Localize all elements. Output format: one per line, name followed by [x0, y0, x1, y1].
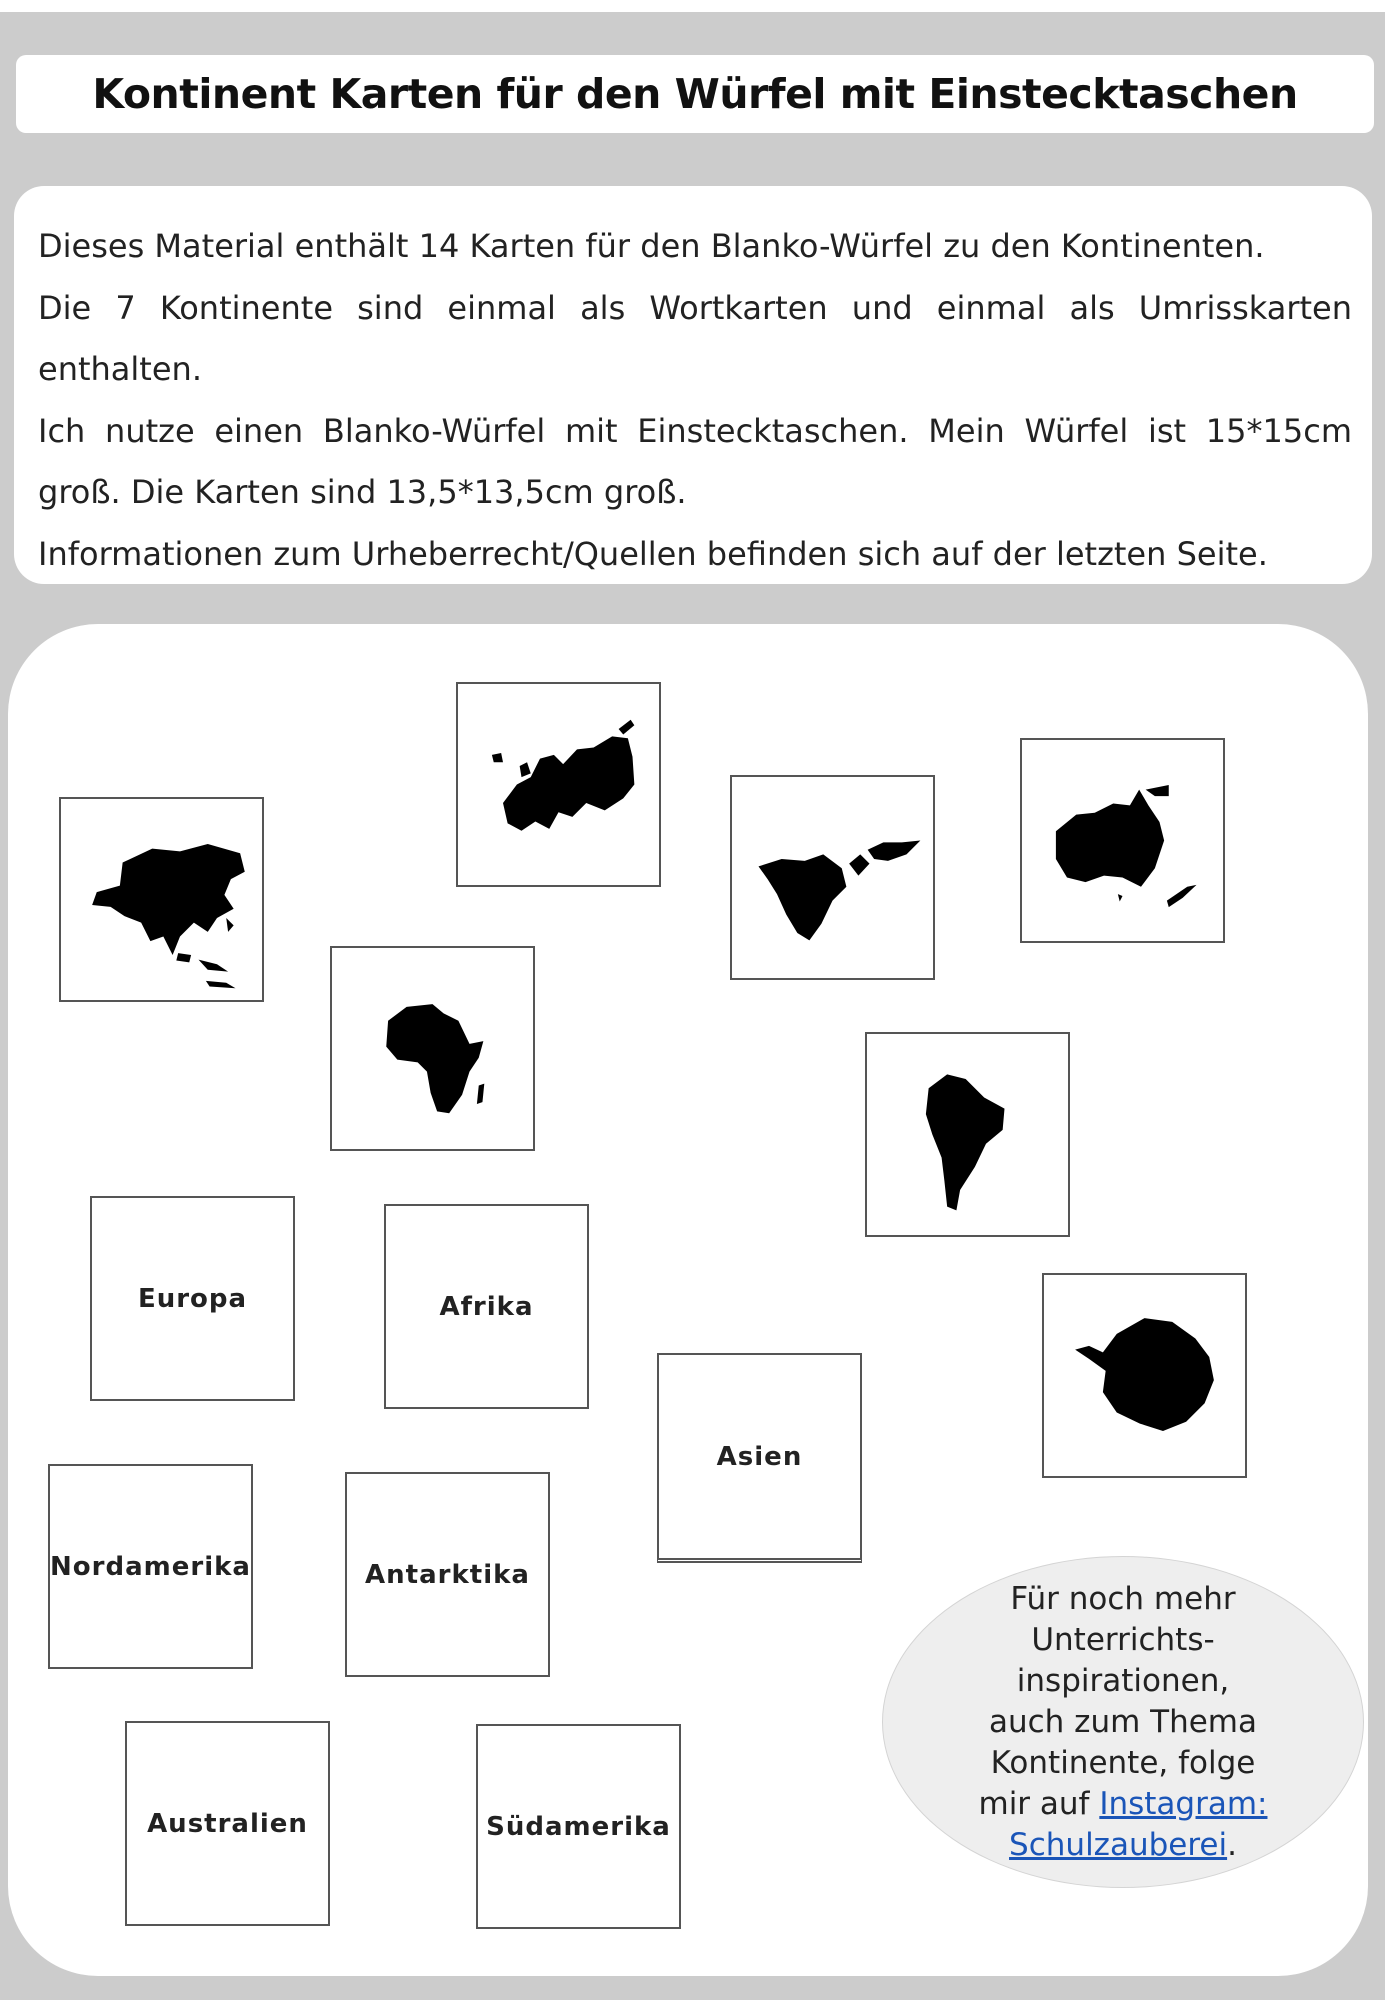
- card-antarctica-shape: [1042, 1273, 1247, 1478]
- promo-line: Kontinente, folge: [990, 1744, 1256, 1781]
- word-card-australien: [125, 1721, 330, 1926]
- word-card-label: Afrika: [439, 1291, 534, 1322]
- promo-line-link-2: [963, 1825, 1283, 1866]
- word-card-label: Asien: [716, 1441, 803, 1472]
- card-north-america-shape: [730, 775, 935, 980]
- word-card-asien: [657, 1353, 862, 1563]
- word-card-afrika: [384, 1204, 589, 1409]
- word-card-antarktika: [345, 1472, 550, 1677]
- card-africa-shape: [330, 946, 535, 1151]
- antarctica-map-icon: [1052, 1283, 1237, 1468]
- title-banner: [16, 55, 1374, 133]
- info-panel: [14, 186, 1372, 584]
- promo-text: [963, 1579, 1283, 1866]
- info-line-2: Die 7 Kontinente sind einmal als Wortkarten und einmal als Umrisskarten enthalten.: [38, 288, 1352, 388]
- south-america-map-icon: [875, 1042, 1060, 1227]
- word-card-suedamerika: [476, 1724, 681, 1929]
- asia-map-icon: [69, 807, 254, 992]
- africa-map-icon: [340, 956, 525, 1141]
- card-south-america-shape: [865, 1032, 1070, 1237]
- word-card-label: Europa: [137, 1283, 248, 1314]
- word-card-label: Antarktika: [365, 1559, 530, 1590]
- promo-line: auch zum Thema: [988, 1703, 1257, 1740]
- instagram-handle-link[interactable]: Schulzauberei: [1009, 1826, 1228, 1863]
- page-title: Kontinent Karten für den Würfel mit Einstecktaschen: [92, 70, 1298, 118]
- promo-line: inspirationen,: [1016, 1662, 1230, 1699]
- promo-line: Für noch mehr: [1010, 1580, 1236, 1617]
- promo-suffix: .: [1227, 1826, 1237, 1863]
- word-card-label: Australien: [147, 1808, 308, 1839]
- word-card-label: Südamerika: [486, 1811, 671, 1842]
- promo-line-link: [963, 1784, 1283, 1825]
- australia-map-icon: [1030, 748, 1215, 933]
- card-europe-shape: [456, 682, 661, 887]
- promo-prefix: mir auf: [978, 1785, 1100, 1822]
- north-america-map-icon: [740, 785, 925, 970]
- word-card-europa: [90, 1196, 295, 1401]
- info-line-1: Dieses Material enthält 14 Karten für den Blanko-Würfel zu den Kontinenten.: [38, 227, 1265, 265]
- word-card-label: Nordamerika: [50, 1551, 251, 1582]
- info-line-3: Ich nutze einen Blanko-Würfel mit Einstecktaschen. Mein Würfel ist 15*15cm groß. Die Karten sind 13,5*13,5cm groß.: [38, 411, 1352, 511]
- word-card-nordamerika: [48, 1464, 253, 1669]
- card-asia-shape: [59, 797, 264, 1002]
- promo-line: Unterrichts-: [1031, 1621, 1215, 1658]
- europe-map-icon: [466, 692, 651, 877]
- info-line-4: Informationen zum Urheberrecht/Quellen befinden sich auf der letzten Seite.: [38, 534, 1268, 573]
- promo-bubble: [882, 1556, 1364, 1888]
- instagram-link[interactable]: Instagram:: [1099, 1785, 1268, 1822]
- card-australia-shape: [1020, 738, 1225, 943]
